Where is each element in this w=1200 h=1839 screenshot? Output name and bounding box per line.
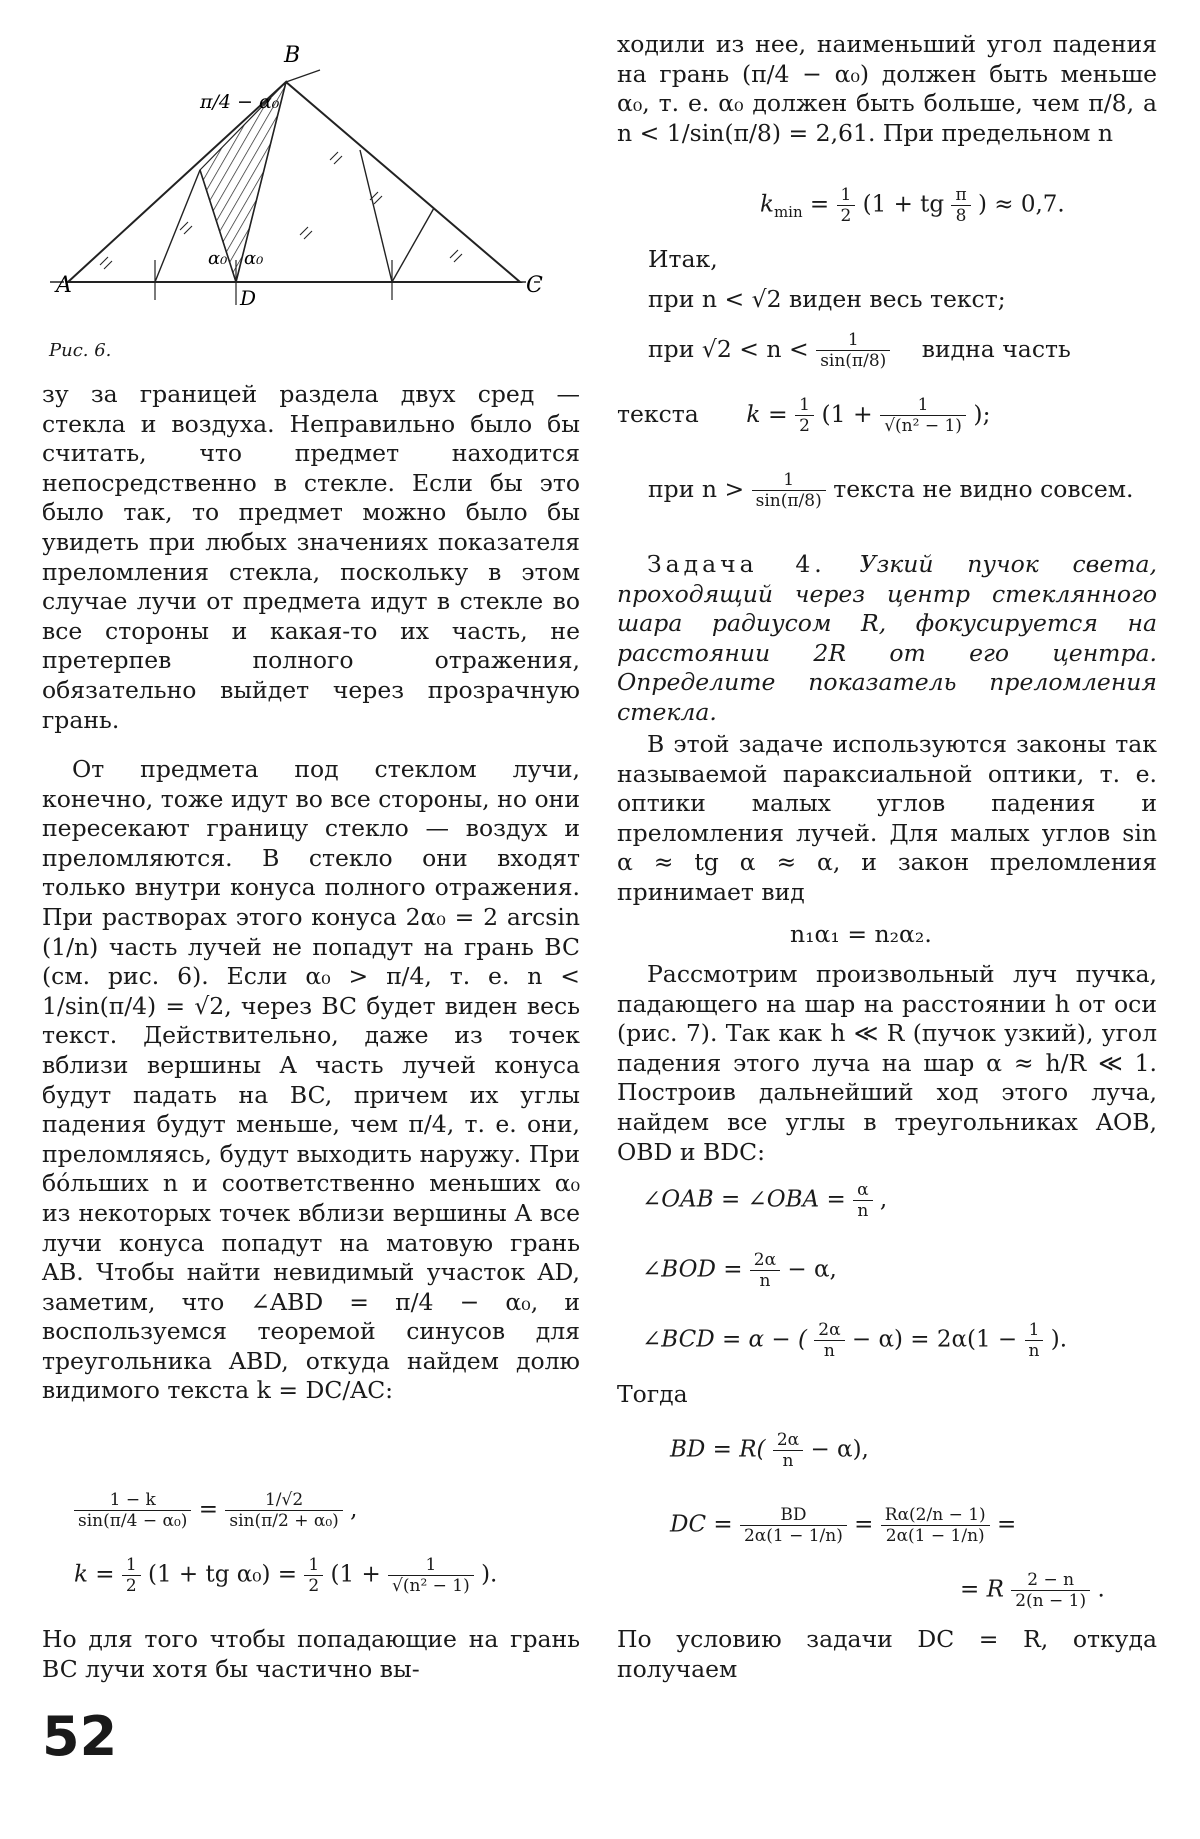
- right-para-3: Рассмотрим произвольный луч пучка, падающего на шар на расстоянии h от оси (рис. 7). Так как h ≪ R (пучок узкий), угол падения этого луча на шар α ≈ h/R ≪ 1. Построив дальнейший ход этого луча, найдем все углы в треугольниках AOB, OBD и BDC:: [617, 960, 1157, 1166]
- case-1: при n < √2 виден весь текст;: [648, 285, 1006, 313]
- label-angle-top: π/4 − α₀: [200, 91, 280, 113]
- label-alpha-left: α₀: [208, 248, 228, 269]
- left-para-1: зу за границей раздела двух сред — стекла и воздуха. Неправильно было бы считать, что предмет находится непосредственно в стекле. Если бы это было так, то предмет можно было бы увидеть при любых значениях показателя преломления стекла, поскольку в этом случае лучи от предмета идут в стекле во все стороны и какая-то их часть, не претерпев полного отражения, обязательно выйдет через прозрачную грань.: [42, 380, 580, 734]
- equation-kmin: $k_{min}$ = $\frac{1}{2}$ (1 + tg $\frac{\pi}{8}$ ) ≈ 0,7.: [760, 185, 1065, 226]
- figure-6: [40, 30, 560, 320]
- label-d: D: [240, 286, 257, 310]
- case-2: при √2 < n < $\frac{1}{\sin(\pi/8)}$ видна часть: [648, 330, 1071, 371]
- equation-dc-result: = R $\frac{2 - n}{2(n - 1)}$ .: [960, 1570, 1105, 1611]
- left-para-3: Но для того чтобы попадающие на грань BC лучи хотя бы частично вы-: [42, 1625, 580, 1683]
- equation-sine-rule: $\frac{1 - k}{\text{sin(π/4 − α₀)}}$ = $\frac{1/√2}{\text{sin(π/2 + α₀)}}$ ,: [74, 1490, 357, 1531]
- angle-bcd: ∠BCD = α − ( $\frac{2\alpha}{n}$ − α) = 2α(1 − $\frac{1}{n}$ ).: [642, 1320, 1068, 1361]
- angle-oab: ∠OAB = ∠OBA = $\frac{\alpha}{n}$ ,: [642, 1180, 888, 1221]
- equation-bd: BD = R( $\frac{2\alpha}{n}$ − α),: [670, 1430, 869, 1471]
- togda: Тогда: [617, 1380, 688, 1408]
- left-para-2: От предмета под стеклом лучи, конечно, тоже идут во все стороны, но они пересекают границу стекло — воздух и преломляются. В стекло они входят только внутри конуса полного отражения. При растворах этого конуса 2α₀ = 2 arcsin (1/n) часть лучей не попадут на грань BC (см. рис. 6). Если α₀ > π/4, т. е. n < 1/sin(π/4) = √2, через BC будет виден весь текст. Действительно, даже из точек вблизи вершины A часть лучей конуса будут падать на BC, причем их углы падения будут меньше, чем π/4, т. е. они, преломляясь, будут выходить наружу. При бо́льших n и соответственно меньших α₀ из некоторых точек вблизи вершины A все лучи конуса попадут на матовую грань AB. Чтобы найти невидимый участок AD, заметим, что ∠ABD = π/4 − α₀, и воспользуемся теоремой синусов для треугольника ABD, откуда найдем долю видимого текста k = DC/AC:: [42, 755, 580, 1405]
- label-a: A: [56, 273, 72, 298]
- angle-bod: ∠BOD = $\frac{2\alpha}{n}$ − α,: [642, 1250, 837, 1291]
- right-para-4: По условию задачи DC = R, откуда получаем: [617, 1625, 1157, 1683]
- case-3: при n > $\frac{1}{\sin(\pi/8)}$ текста не видно совсем.: [648, 470, 1134, 511]
- label-b: B: [284, 43, 301, 68]
- page-number: 52: [42, 1705, 118, 1768]
- label-alpha-right: α₀: [244, 248, 264, 269]
- snell-law: n₁α₁ = n₂α₂.: [790, 920, 932, 948]
- eq1-lhs: $\frac{1 - k}{\text{sin(π/4 − α₀)}}$: [74, 1490, 191, 1531]
- task-text: Узкий пучок света, проходящий через центр стеклянного шара радиусом R, фокусируется на расстоянии 2R от его центра. Определите показатель преломления стекла.: [617, 550, 1157, 726]
- figure-caption: Рис. 6.: [49, 340, 112, 361]
- right-para-1: ходили из нее, наименьший угол падения на грань (π/4 − α₀) должен быть меньше α₀, т. е. α₀ должен быть больше, чем π/8, а n < 1/sin(π/8) = 2,61. При предельном n: [617, 30, 1157, 147]
- task-4: [617, 550, 1157, 728]
- equation-k: k = $\frac{1}{2}$ (1 + tg α₀) = $\frac{1}{2}$ (1 + $\frac{1}{\text{√(n² − 1)}}$ ).: [74, 1555, 498, 1596]
- triangle-abc: [68, 82, 520, 282]
- eq1-rhs: $\frac{1/√2}{\text{sin(π/2 + α₀)}}$: [225, 1490, 342, 1531]
- right-para-2: В этой задаче используются законы так называемой параксиальной оптики, т. е. оптики малых углов падения и преломления лучей. Для малых углов sin α ≈ tg α ≈ α, и закон преломления принимает вид: [617, 730, 1157, 906]
- label-c: C: [526, 273, 543, 298]
- itak: Итак,: [648, 245, 718, 273]
- task-label: Задача 4.: [647, 550, 826, 578]
- case-2-k: текста k = $\frac{1}{2}$ (1 + $\frac{1}{\text{√(n² − 1)}}$ );: [617, 395, 991, 436]
- figure-6-diagram: [40, 30, 560, 320]
- equation-dc: DC = $\frac{BD}{2\alpha(1 - 1/n)}$ = $\frac{R\alpha(2/n - 1)}{2\alpha(1 - 1/n)}$ =: [670, 1505, 1017, 1546]
